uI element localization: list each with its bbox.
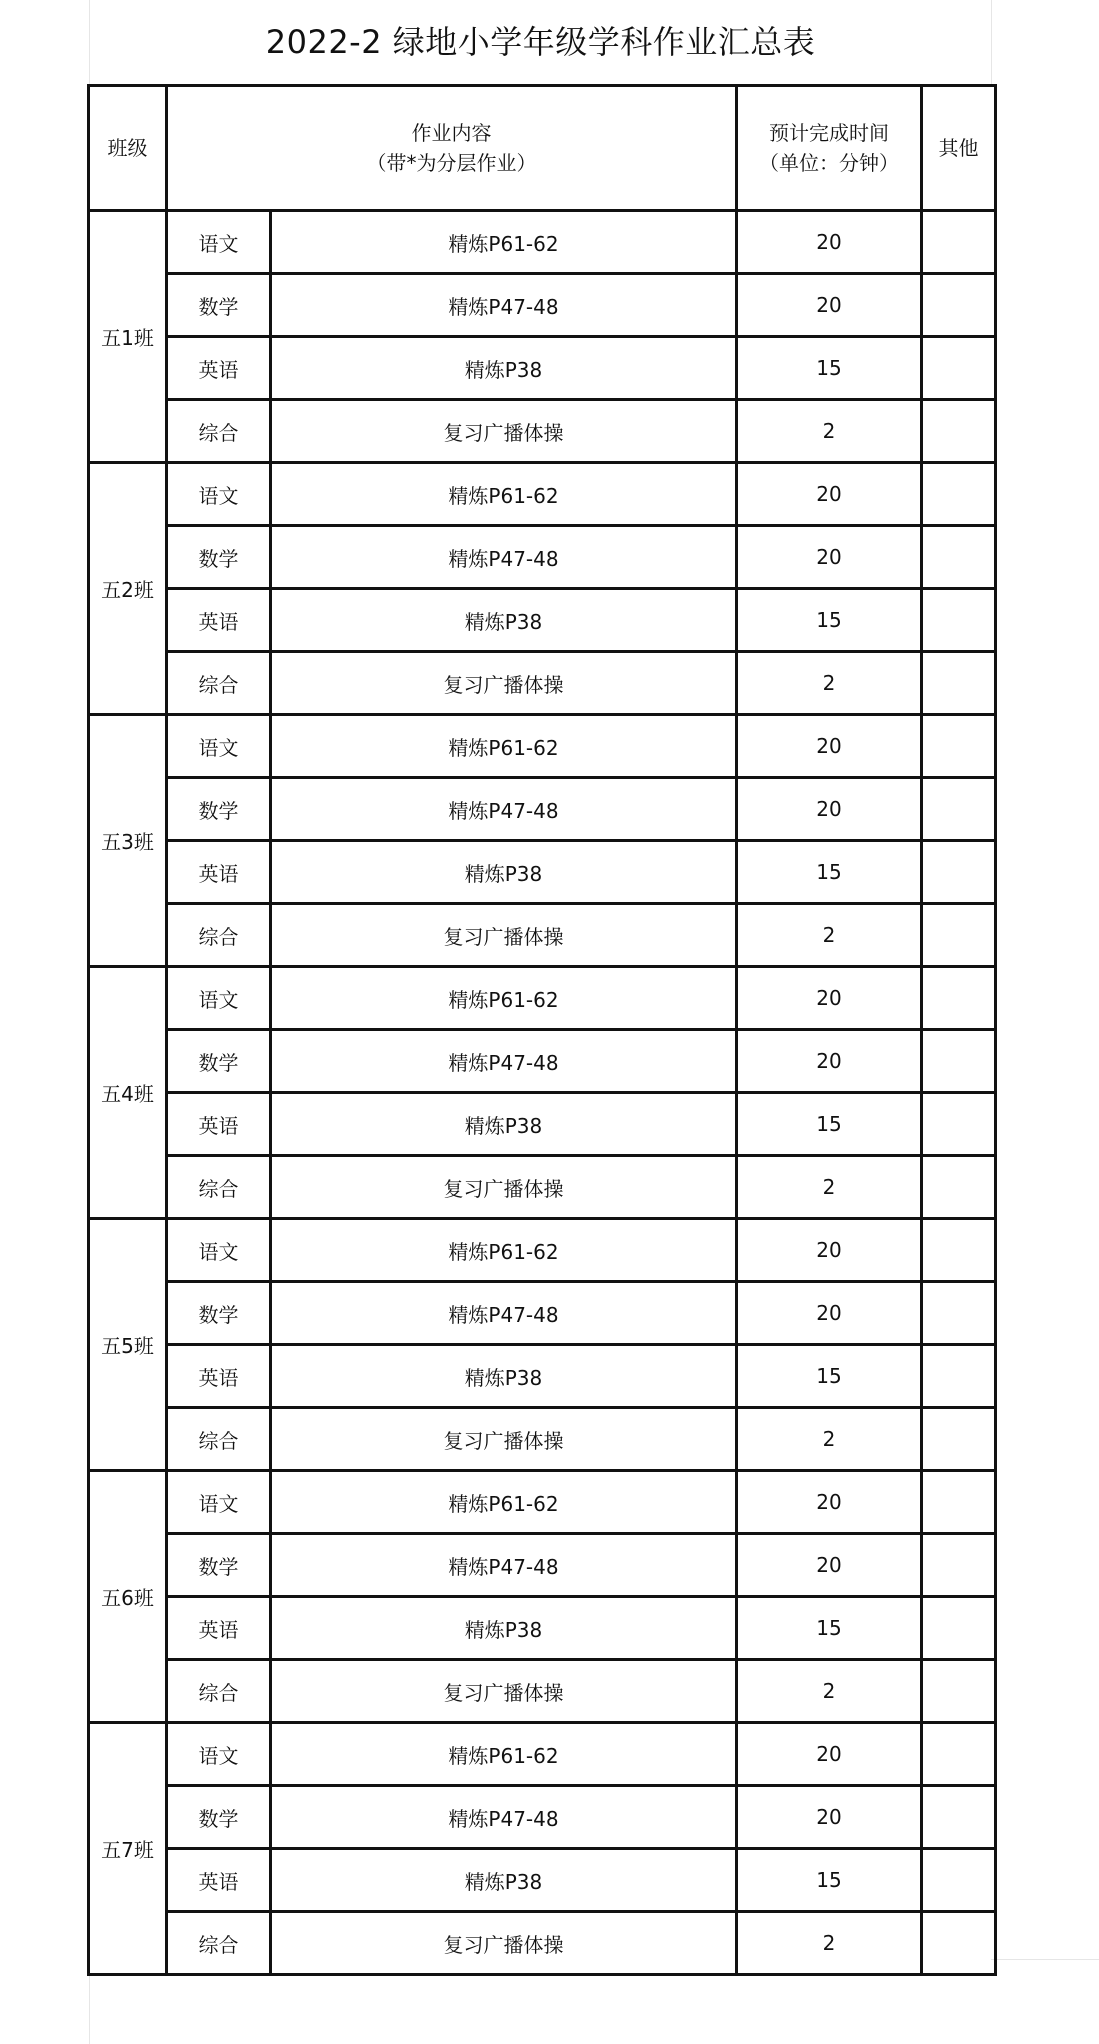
homework-table-body xyxy=(89,86,996,1975)
subject-cell: 英语 xyxy=(167,1597,271,1660)
table-row xyxy=(89,1345,996,1408)
other-cell xyxy=(922,274,996,337)
time-cell: 20 xyxy=(737,274,922,337)
other-cell xyxy=(922,526,996,589)
content-cell: 精炼P38 xyxy=(271,1849,737,1912)
content-cell: 精炼P38 xyxy=(271,841,737,904)
content-cell: 精炼P61-62 xyxy=(271,1471,737,1534)
table-row xyxy=(89,1282,996,1345)
time-cell: 2 xyxy=(737,1912,922,1975)
table-row xyxy=(89,715,996,778)
table-header-row xyxy=(89,86,996,211)
subject-cell: 语文 xyxy=(167,1723,271,1786)
table-row xyxy=(89,1408,996,1471)
subject-cell: 语文 xyxy=(167,1219,271,1282)
table-row xyxy=(89,1723,996,1786)
header-class xyxy=(89,86,167,211)
subject-cell: 综合 xyxy=(167,1660,271,1723)
content-cell: 精炼P38 xyxy=(271,589,737,652)
table-row xyxy=(89,526,996,589)
content-cell: 复习广播体操 xyxy=(271,1156,737,1219)
time-cell: 2 xyxy=(737,1156,922,1219)
subject-cell: 英语 xyxy=(167,841,271,904)
other-cell xyxy=(922,1534,996,1597)
time-cell: 15 xyxy=(737,1849,922,1912)
header-other-label: 其他 xyxy=(938,136,979,160)
time-cell: 20 xyxy=(737,967,922,1030)
subject-cell: 语文 xyxy=(167,715,271,778)
other-cell xyxy=(922,1723,996,1786)
table-row xyxy=(89,1786,996,1849)
content-cell: 精炼P38 xyxy=(271,1093,737,1156)
content-cell: 精炼P47-48 xyxy=(271,1534,737,1597)
table-row xyxy=(89,1093,996,1156)
content-cell: 精炼P47-48 xyxy=(271,1030,737,1093)
other-cell xyxy=(922,904,996,967)
other-cell xyxy=(922,715,996,778)
time-cell: 2 xyxy=(737,1408,922,1471)
time-cell: 15 xyxy=(737,1345,922,1408)
header-other xyxy=(922,86,996,211)
content-cell: 复习广播体操 xyxy=(271,904,737,967)
class-name-cell: 五6班 xyxy=(89,1471,167,1723)
other-cell xyxy=(922,1597,996,1660)
header-content xyxy=(167,86,737,211)
table-row xyxy=(89,274,996,337)
time-cell: 20 xyxy=(737,1534,922,1597)
time-cell: 15 xyxy=(737,337,922,400)
time-cell: 15 xyxy=(737,1093,922,1156)
other-cell xyxy=(922,1471,996,1534)
content-cell: 精炼P47-48 xyxy=(271,274,737,337)
table-row xyxy=(89,778,996,841)
other-cell xyxy=(922,1282,996,1345)
time-cell: 15 xyxy=(737,589,922,652)
subject-cell: 综合 xyxy=(167,904,271,967)
content-cell: 精炼P61-62 xyxy=(271,211,737,274)
other-cell xyxy=(922,1408,996,1471)
content-cell: 精炼P38 xyxy=(271,1597,737,1660)
table-row xyxy=(89,841,996,904)
other-cell xyxy=(922,1849,996,1912)
content-cell: 精炼P61-62 xyxy=(271,715,737,778)
time-cell: 2 xyxy=(737,652,922,715)
table-row xyxy=(89,652,996,715)
content-cell: 精炼P47-48 xyxy=(271,778,737,841)
other-cell xyxy=(922,841,996,904)
time-cell: 20 xyxy=(737,211,922,274)
content-cell: 精炼P38 xyxy=(271,337,737,400)
subject-cell: 综合 xyxy=(167,652,271,715)
content-cell: 精炼P61-62 xyxy=(271,1219,737,1282)
subject-cell: 数学 xyxy=(167,1282,271,1345)
subject-cell: 英语 xyxy=(167,337,271,400)
table-row xyxy=(89,211,996,274)
other-cell xyxy=(922,1219,996,1282)
time-cell: 20 xyxy=(737,778,922,841)
content-cell: 复习广播体操 xyxy=(271,1912,737,1975)
time-cell: 20 xyxy=(737,1219,922,1282)
other-cell xyxy=(922,652,996,715)
content-cell: 复习广播体操 xyxy=(271,1660,737,1723)
content-cell: 复习广播体操 xyxy=(271,652,737,715)
header-time xyxy=(737,86,922,211)
table-row xyxy=(89,1912,996,1975)
class-name-cell: 五7班 xyxy=(89,1723,167,1975)
time-cell: 20 xyxy=(737,1030,922,1093)
subject-cell: 数学 xyxy=(167,1030,271,1093)
page-bottom-guide xyxy=(991,1959,1099,1960)
other-cell xyxy=(922,1786,996,1849)
content-cell: 精炼P47-48 xyxy=(271,1786,737,1849)
subject-cell: 语文 xyxy=(167,1471,271,1534)
content-cell: 复习广播体操 xyxy=(271,400,737,463)
time-cell: 15 xyxy=(737,1597,922,1660)
content-cell: 精炼P61-62 xyxy=(271,463,737,526)
table-row xyxy=(89,589,996,652)
time-cell: 20 xyxy=(737,715,922,778)
content-cell: 复习广播体操 xyxy=(271,1408,737,1471)
header-time-label: 预计完成时间 xyxy=(769,121,889,145)
subject-cell: 综合 xyxy=(167,1408,271,1471)
other-cell xyxy=(922,1156,996,1219)
table-row xyxy=(89,967,996,1030)
table-row xyxy=(89,400,996,463)
time-cell: 2 xyxy=(737,400,922,463)
other-cell xyxy=(922,1093,996,1156)
content-cell: 精炼P61-62 xyxy=(271,1723,737,1786)
header-time-unit: （单位：分钟） xyxy=(759,151,899,175)
other-cell xyxy=(922,1660,996,1723)
page-title: 2022-2 绿地小学年级学科作业汇总表 xyxy=(265,23,816,61)
subject-cell: 综合 xyxy=(167,1912,271,1975)
time-cell: 20 xyxy=(737,1471,922,1534)
content-cell: 精炼P38 xyxy=(271,1345,737,1408)
subject-cell: 数学 xyxy=(167,778,271,841)
class-name-cell: 五3班 xyxy=(89,715,167,967)
table-row xyxy=(89,1849,996,1912)
time-cell: 20 xyxy=(737,1282,922,1345)
subject-cell: 语文 xyxy=(167,211,271,274)
other-cell xyxy=(922,967,996,1030)
other-cell xyxy=(922,1912,996,1975)
table-row xyxy=(89,1660,996,1723)
subject-cell: 语文 xyxy=(167,463,271,526)
subject-cell: 英语 xyxy=(167,1093,271,1156)
homework-table xyxy=(87,84,997,1976)
other-cell xyxy=(922,1345,996,1408)
table-row xyxy=(89,1030,996,1093)
subject-cell: 数学 xyxy=(167,526,271,589)
other-cell xyxy=(922,1030,996,1093)
subject-cell: 综合 xyxy=(167,400,271,463)
other-cell xyxy=(922,463,996,526)
time-cell: 2 xyxy=(737,1660,922,1723)
class-name-cell: 五4班 xyxy=(89,967,167,1219)
subject-cell: 数学 xyxy=(167,1534,271,1597)
subject-cell: 英语 xyxy=(167,1849,271,1912)
header-content-label: 作业内容 xyxy=(411,121,492,145)
time-cell: 2 xyxy=(737,904,922,967)
other-cell xyxy=(922,400,996,463)
table-row xyxy=(89,1534,996,1597)
class-name-cell: 五5班 xyxy=(89,1219,167,1471)
other-cell xyxy=(922,211,996,274)
subject-cell: 数学 xyxy=(167,1786,271,1849)
time-cell: 20 xyxy=(737,526,922,589)
content-cell: 精炼P61-62 xyxy=(271,967,737,1030)
time-cell: 20 xyxy=(737,463,922,526)
table-row xyxy=(89,1471,996,1534)
table-row xyxy=(89,1597,996,1660)
subject-cell: 数学 xyxy=(167,274,271,337)
table-row xyxy=(89,904,996,967)
table-row xyxy=(89,1156,996,1219)
time-cell: 20 xyxy=(737,1723,922,1786)
class-name-cell: 五2班 xyxy=(89,463,167,715)
subject-cell: 语文 xyxy=(167,967,271,1030)
other-cell xyxy=(922,589,996,652)
content-cell: 精炼P47-48 xyxy=(271,526,737,589)
time-cell: 15 xyxy=(737,841,922,904)
other-cell xyxy=(922,337,996,400)
header-content-note: （带*为分层作业） xyxy=(366,151,537,175)
table-row xyxy=(89,463,996,526)
subject-cell: 英语 xyxy=(167,589,271,652)
other-cell xyxy=(922,778,996,841)
class-name-cell: 五1班 xyxy=(89,211,167,463)
table-row xyxy=(89,337,996,400)
time-cell: 20 xyxy=(737,1786,922,1849)
content-cell: 精炼P47-48 xyxy=(271,1282,737,1345)
subject-cell: 英语 xyxy=(167,1345,271,1408)
subject-cell: 综合 xyxy=(167,1156,271,1219)
table-row xyxy=(89,1219,996,1282)
header-class-label: 班级 xyxy=(107,136,148,160)
